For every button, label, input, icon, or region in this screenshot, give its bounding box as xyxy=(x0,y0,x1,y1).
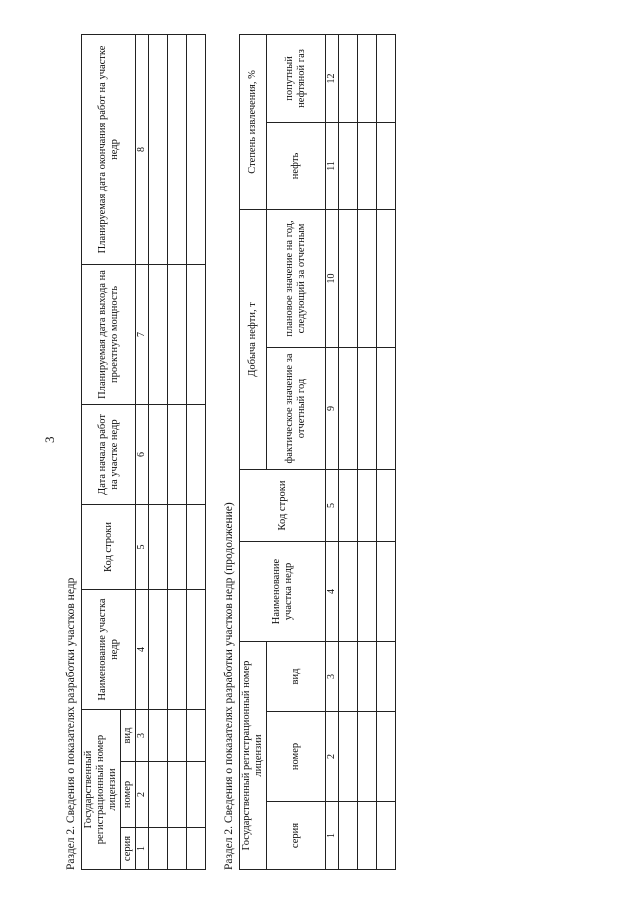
license-number-header: Государственный регистрационный номер лицензии xyxy=(240,641,267,869)
table-cell[interactable] xyxy=(338,209,357,347)
table-cell[interactable] xyxy=(186,264,205,404)
table-cell[interactable] xyxy=(338,469,357,541)
series-header: серия xyxy=(121,828,136,870)
start-date-header: Дата начала работ на участке недр xyxy=(82,404,136,504)
column-number: 10 xyxy=(326,209,339,347)
column-number: 2 xyxy=(136,762,149,828)
table-cell[interactable] xyxy=(357,469,376,541)
column-number: 12 xyxy=(326,34,339,122)
column-number-row xyxy=(136,34,149,869)
table-cell[interactable] xyxy=(186,404,205,504)
oil-production-header: Добыча нефти, т xyxy=(240,209,267,469)
type-header: вид xyxy=(267,641,326,711)
table-cell[interactable] xyxy=(167,762,186,828)
table-row xyxy=(186,34,205,869)
table-cell[interactable] xyxy=(357,209,376,347)
plot-name-header: Наименование участка недр xyxy=(240,541,326,641)
page-number: 3 xyxy=(42,436,57,443)
column-number: 5 xyxy=(136,504,149,589)
table-cell[interactable] xyxy=(357,712,376,802)
table-row xyxy=(167,34,186,869)
table-cell[interactable] xyxy=(376,641,395,711)
column-number: 6 xyxy=(136,404,149,504)
plot-name-header: Наименование участка недр xyxy=(82,589,136,709)
table-cell[interactable] xyxy=(167,264,186,404)
table-cell[interactable] xyxy=(167,709,186,761)
column-number: 3 xyxy=(326,641,339,711)
table-row xyxy=(357,34,376,869)
table-row xyxy=(376,34,395,869)
section-2-table xyxy=(239,34,396,870)
license-number-header: Государственный регистрационный номер лицензии xyxy=(82,709,121,869)
table-cell[interactable] xyxy=(148,709,167,761)
table-cell[interactable] xyxy=(376,34,395,122)
column-number: 9 xyxy=(326,347,339,469)
table-cell[interactable] xyxy=(167,404,186,504)
column-number: 5 xyxy=(326,469,339,541)
table-cell[interactable] xyxy=(376,712,395,802)
column-number: 1 xyxy=(326,802,339,870)
oil-header: нефть xyxy=(267,122,326,209)
series-header: серия xyxy=(267,802,326,870)
table-cell[interactable] xyxy=(376,347,395,469)
table-cell[interactable] xyxy=(186,504,205,589)
table-cell[interactable] xyxy=(357,122,376,209)
table-cell[interactable] xyxy=(376,469,395,541)
table-row xyxy=(148,34,167,869)
table-cell[interactable] xyxy=(376,209,395,347)
column-number: 3 xyxy=(136,709,149,761)
table-cell[interactable] xyxy=(357,541,376,641)
design-capacity-date-header: Планируемая дата выхода на проектную мощность xyxy=(82,264,136,404)
column-number: 8 xyxy=(136,34,149,264)
table-cell[interactable] xyxy=(148,264,167,404)
table-cell[interactable] xyxy=(148,589,167,709)
section-1 xyxy=(65,35,206,870)
table-cell[interactable] xyxy=(148,504,167,589)
table-cell[interactable] xyxy=(338,122,357,209)
section-2-title: Раздел 2. Сведения о показателях разработки участков недр (продолжение) xyxy=(223,502,235,870)
table-cell[interactable] xyxy=(167,34,186,264)
number-header: номер xyxy=(267,712,326,802)
table-cell[interactable] xyxy=(148,34,167,264)
table-cell[interactable] xyxy=(357,347,376,469)
table-cell[interactable] xyxy=(338,34,357,122)
planned-value-header: плановое значение на год, следующий за отчетным xyxy=(267,209,326,347)
recovery-degree-header: Степень извлечения, % xyxy=(240,34,267,209)
column-number: 4 xyxy=(136,589,149,709)
table-cell[interactable] xyxy=(186,589,205,709)
number-header: номер xyxy=(121,762,136,828)
table-cell[interactable] xyxy=(148,828,167,870)
section-1-title: Раздел 2. Сведения о показателях разработки участков недр xyxy=(65,577,77,870)
row-code-header: Код строки xyxy=(82,504,136,589)
table-cell[interactable] xyxy=(338,541,357,641)
column-number: 11 xyxy=(326,122,339,209)
type-header: вид xyxy=(121,709,136,761)
table-cell[interactable] xyxy=(376,122,395,209)
table-cell[interactable] xyxy=(338,712,357,802)
table-cell[interactable] xyxy=(148,762,167,828)
table-cell[interactable] xyxy=(167,828,186,870)
section-1-table xyxy=(81,34,206,870)
column-number: 7 xyxy=(136,264,149,404)
actual-value-header: фактическое значение за отчетный год xyxy=(267,347,326,469)
column-number: 2 xyxy=(326,712,339,802)
table-cell[interactable] xyxy=(338,347,357,469)
table-cell[interactable] xyxy=(186,709,205,761)
column-number: 4 xyxy=(326,541,339,641)
table-cell[interactable] xyxy=(376,802,395,870)
column-number: 1 xyxy=(136,828,149,870)
column-number-row xyxy=(326,34,339,869)
end-date-header: Планируемая дата окончания работ на участке недр xyxy=(82,34,136,264)
table-cell[interactable] xyxy=(148,404,167,504)
section-2 xyxy=(223,35,396,870)
table-cell[interactable] xyxy=(167,504,186,589)
table-cell[interactable] xyxy=(357,641,376,711)
associated-gas-header: попутный нефтяной газ xyxy=(267,34,326,122)
table-cell[interactable] xyxy=(186,34,205,264)
table-cell[interactable] xyxy=(376,541,395,641)
table-cell[interactable] xyxy=(357,34,376,122)
table-cell[interactable] xyxy=(167,589,186,709)
table-cell[interactable] xyxy=(357,802,376,870)
row-code-header: Код строки xyxy=(240,469,326,541)
table-cell[interactable] xyxy=(338,641,357,711)
table-row xyxy=(338,34,357,869)
table-cell[interactable] xyxy=(186,762,205,828)
table-cell[interactable] xyxy=(338,802,357,870)
table-cell[interactable] xyxy=(186,828,205,870)
